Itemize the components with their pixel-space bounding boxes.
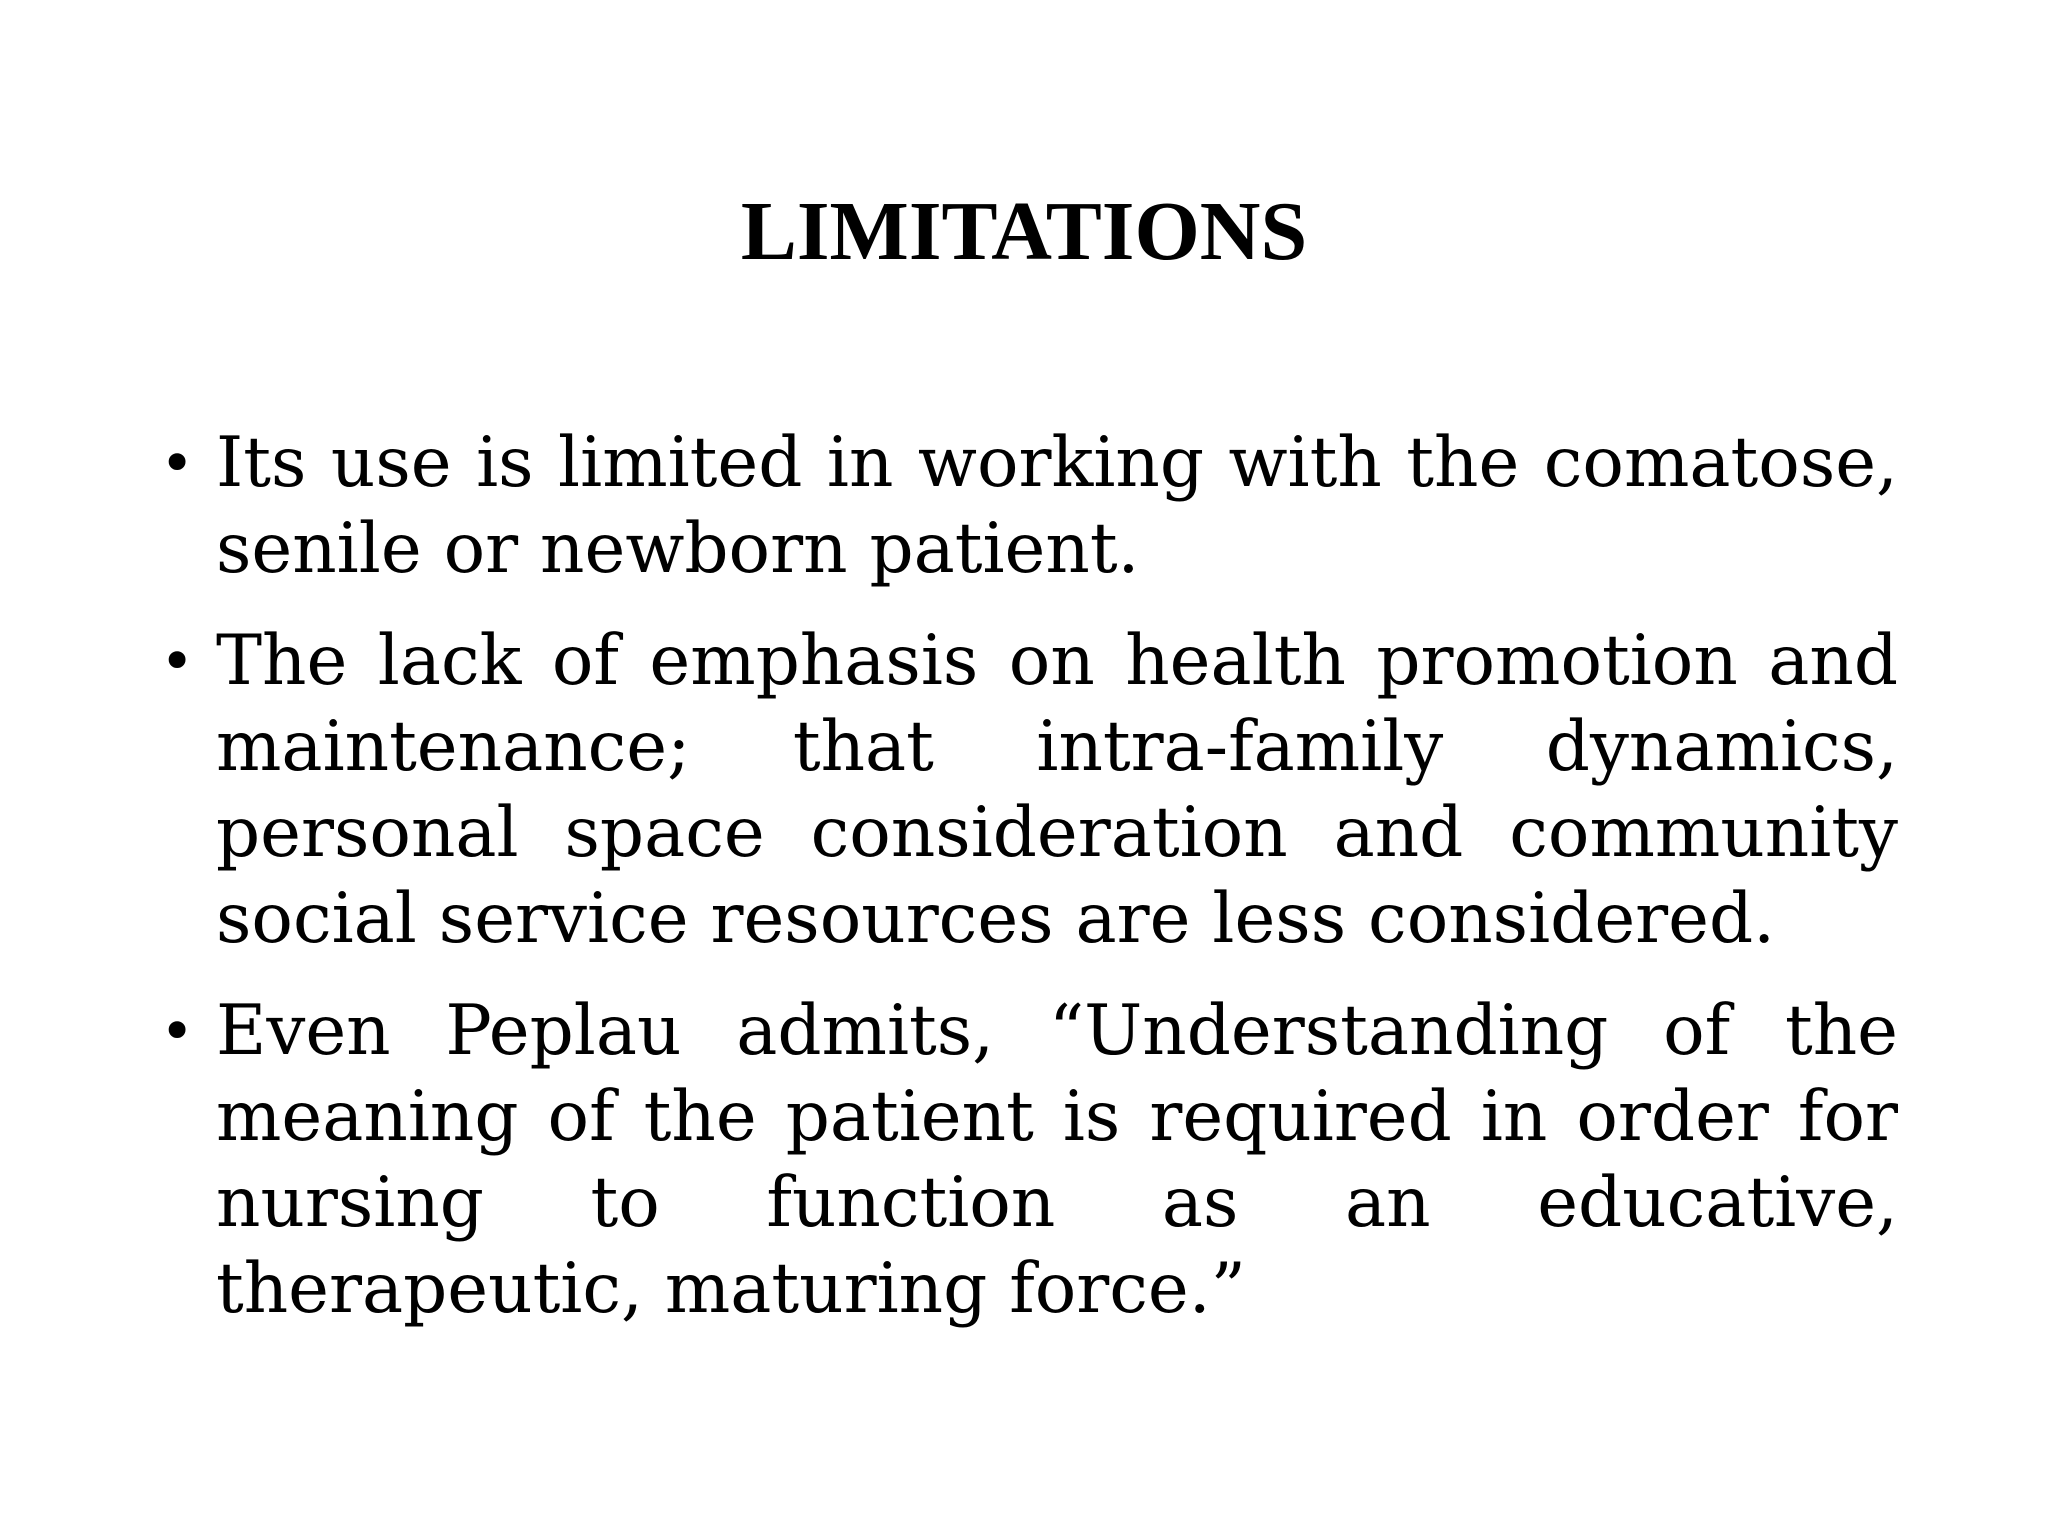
bullet-text: Its use is limited in working with the comatose, senile or newborn patient. (216, 423, 1898, 589)
bullet-text: Even Peplau admits, “Understanding of the meaning of the patient is required in order for nursing to function as an educative, therapeutic, maturing force.” (216, 991, 1898, 1329)
bullet-icon: • (160, 429, 195, 497)
bullet-icon: • (160, 997, 195, 1065)
slide-title: LIMITATIONS (740, 185, 1308, 278)
bullet-item (160, 988, 1898, 1332)
bullet-icon: • (160, 627, 195, 695)
bullet-text: The lack of emphasis on health promotion and maintenance; that intra-family dynamics, personal space consideration and community social service resources are less considered. (216, 621, 1898, 959)
bullet-list (160, 420, 1898, 1358)
bullet-item (160, 420, 1898, 592)
bullet-item (160, 618, 1898, 962)
